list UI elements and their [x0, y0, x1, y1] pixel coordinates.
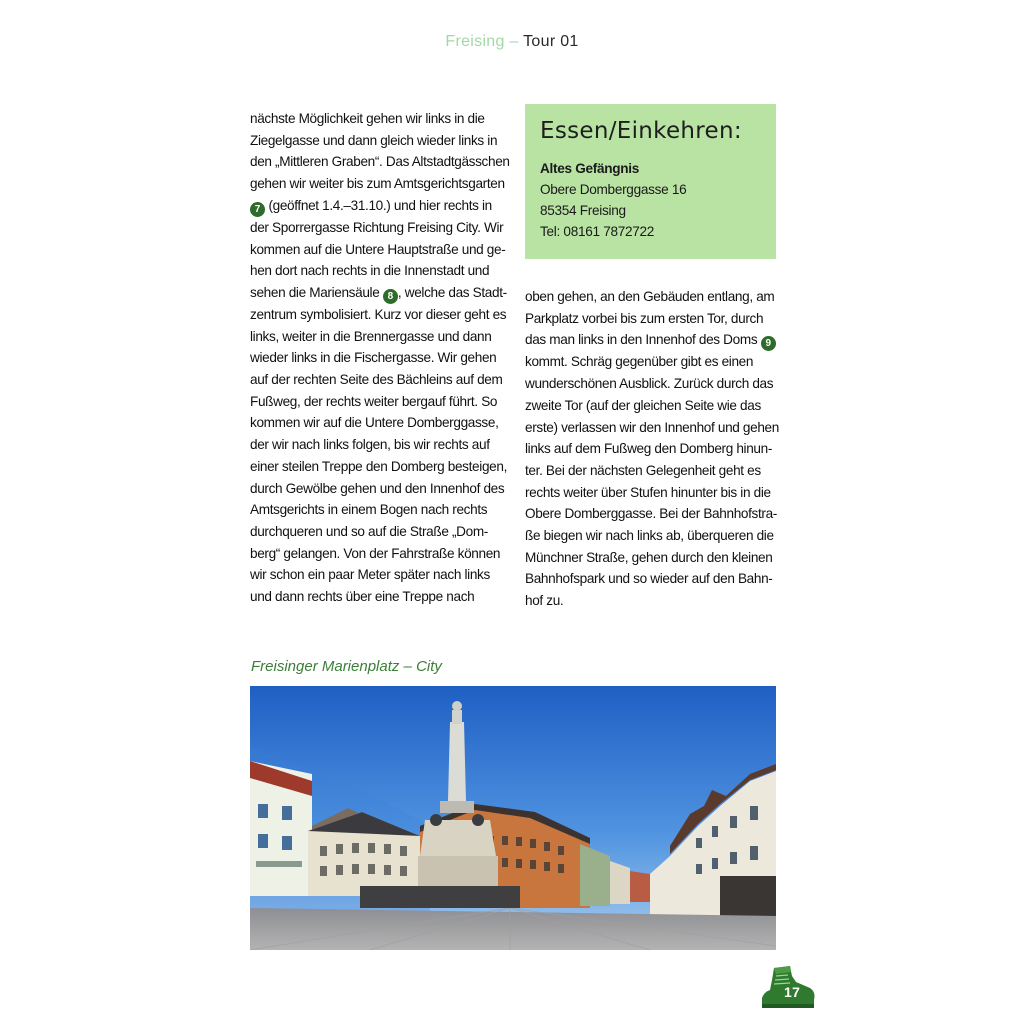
text-line: oben gehen, an den Gebäuden entlang, am	[525, 289, 775, 304]
text-line: zentrum symbolisiert. Kurz vor dieser geht es	[250, 306, 507, 322]
text-line: Bahnhofspark und so wieder auf den Bahn-	[525, 571, 773, 587]
text-line: erste) verlassen wir den Innenhof und gehen	[525, 419, 779, 435]
text-line: Amtsgerichts in einem Bogen nach rechts	[250, 502, 488, 518]
right-text-column	[525, 286, 777, 612]
marienplatz-photo	[250, 686, 776, 950]
text-line: zweite Tor (auf der gleichen Seite wie das	[525, 397, 761, 413]
text-line: berg“ gelangen. Von der Fahrstraße können	[250, 545, 501, 561]
photo-illustration	[250, 686, 776, 950]
waypoint-marker-9: 9	[761, 336, 776, 351]
text-line: Ziegelgasse und dann gleich wieder links in	[250, 132, 498, 148]
text-line: kommt. Schräg gegenüber gibt es einen	[525, 354, 754, 370]
infobox-title: Essen/Einkehren:	[540, 118, 742, 144]
text-line: einer steilen Treppe den Domberg besteigen,	[250, 458, 507, 474]
text-line: wieder links in die Fischergasse. Wir gehen	[250, 350, 497, 366]
page-number: 17	[784, 984, 801, 1000]
text-line: der Sporrergasse Richtung Freising City. Wir	[250, 219, 504, 235]
text-line: nächste Möglichkeit gehen wir links in die	[250, 111, 485, 126]
text-line: rechts weiter über Stufen hinunter bis in die	[525, 484, 771, 500]
header-tour: Tour 01	[523, 33, 579, 50]
header-place: Freising	[445, 33, 505, 50]
text-line: gehen wir weiter bis zum Amtsgerichtsgarten	[250, 176, 505, 192]
restaurant-city: 85354 Freising	[540, 203, 626, 218]
waypoint-marker-8: 8	[383, 289, 398, 304]
text-line: wir schon ein paar Meter später nach links	[250, 567, 490, 583]
text-line: auf der rechten Seite des Bächleins auf dem	[250, 372, 503, 388]
header-dash: –	[509, 33, 519, 50]
text-line: Fußweg, der rechts weiter bergauf führt. So	[250, 393, 498, 409]
text-line: links, weiter in die Brennergasse und dann	[250, 328, 492, 344]
text-line: durchqueren und so auf die Straße „Dom-	[250, 523, 488, 539]
restaurant-street: Obere Domberggasse 16	[540, 182, 687, 197]
left-text-column	[250, 108, 510, 608]
dining-info-box	[525, 104, 776, 259]
text-line: sehen die Mariensäule 8 , welche das Stadt-	[250, 284, 507, 302]
text-line: ter. Bei der nächsten Gelegenheit geht es	[525, 462, 761, 478]
page-number-badge	[760, 964, 816, 1010]
text-line: wunderschönen Ausblick. Zurück durch das	[525, 376, 774, 392]
text-line: kommen auf die Untere Hauptstraße und ge-	[250, 241, 506, 257]
text-line: den „Mittleren Graben“. Das Altstadtgässchen	[250, 154, 510, 170]
text-line: Obere Domberggasse. Bei der Bahnhofstra-	[525, 506, 777, 522]
text-line: das man links in den Innenhof des Doms 9	[525, 329, 777, 351]
text-line: Münchner Straße, gehen durch den kleinen	[525, 549, 773, 565]
text-line: und dann rechts über eine Treppe nach	[250, 589, 475, 605]
running-header	[0, 33, 1024, 51]
text-line: ße biegen wir nach links ab, überqueren die	[525, 528, 774, 544]
text-line: links auf dem Fußweg den Domberg hinun-	[525, 441, 773, 457]
text-line: der wir nach links folgen, bis wir rechts auf	[250, 437, 490, 453]
restaurant-phone: Tel: 08161 7872722	[540, 224, 655, 239]
text-line: kommen wir auf die Untere Domberggasse,	[250, 415, 499, 431]
text-line: hof zu.	[525, 593, 564, 609]
text-line: hen dort nach rechts in die Innenstadt und	[250, 263, 490, 279]
restaurant-name: Altes Gefängnis	[540, 161, 639, 176]
photo-caption: Freisinger Marienplatz – City	[251, 658, 442, 675]
text-line: 7 (geöffnet 1.4.–31.10.) und hier rechts in	[250, 195, 500, 217]
text-line: Parkplatz vorbei bis zum ersten Tor, durch	[525, 310, 764, 326]
waypoint-marker-7: 7	[250, 202, 265, 217]
text-line: durch Gewölbe gehen und den Innenhof des	[250, 480, 505, 496]
